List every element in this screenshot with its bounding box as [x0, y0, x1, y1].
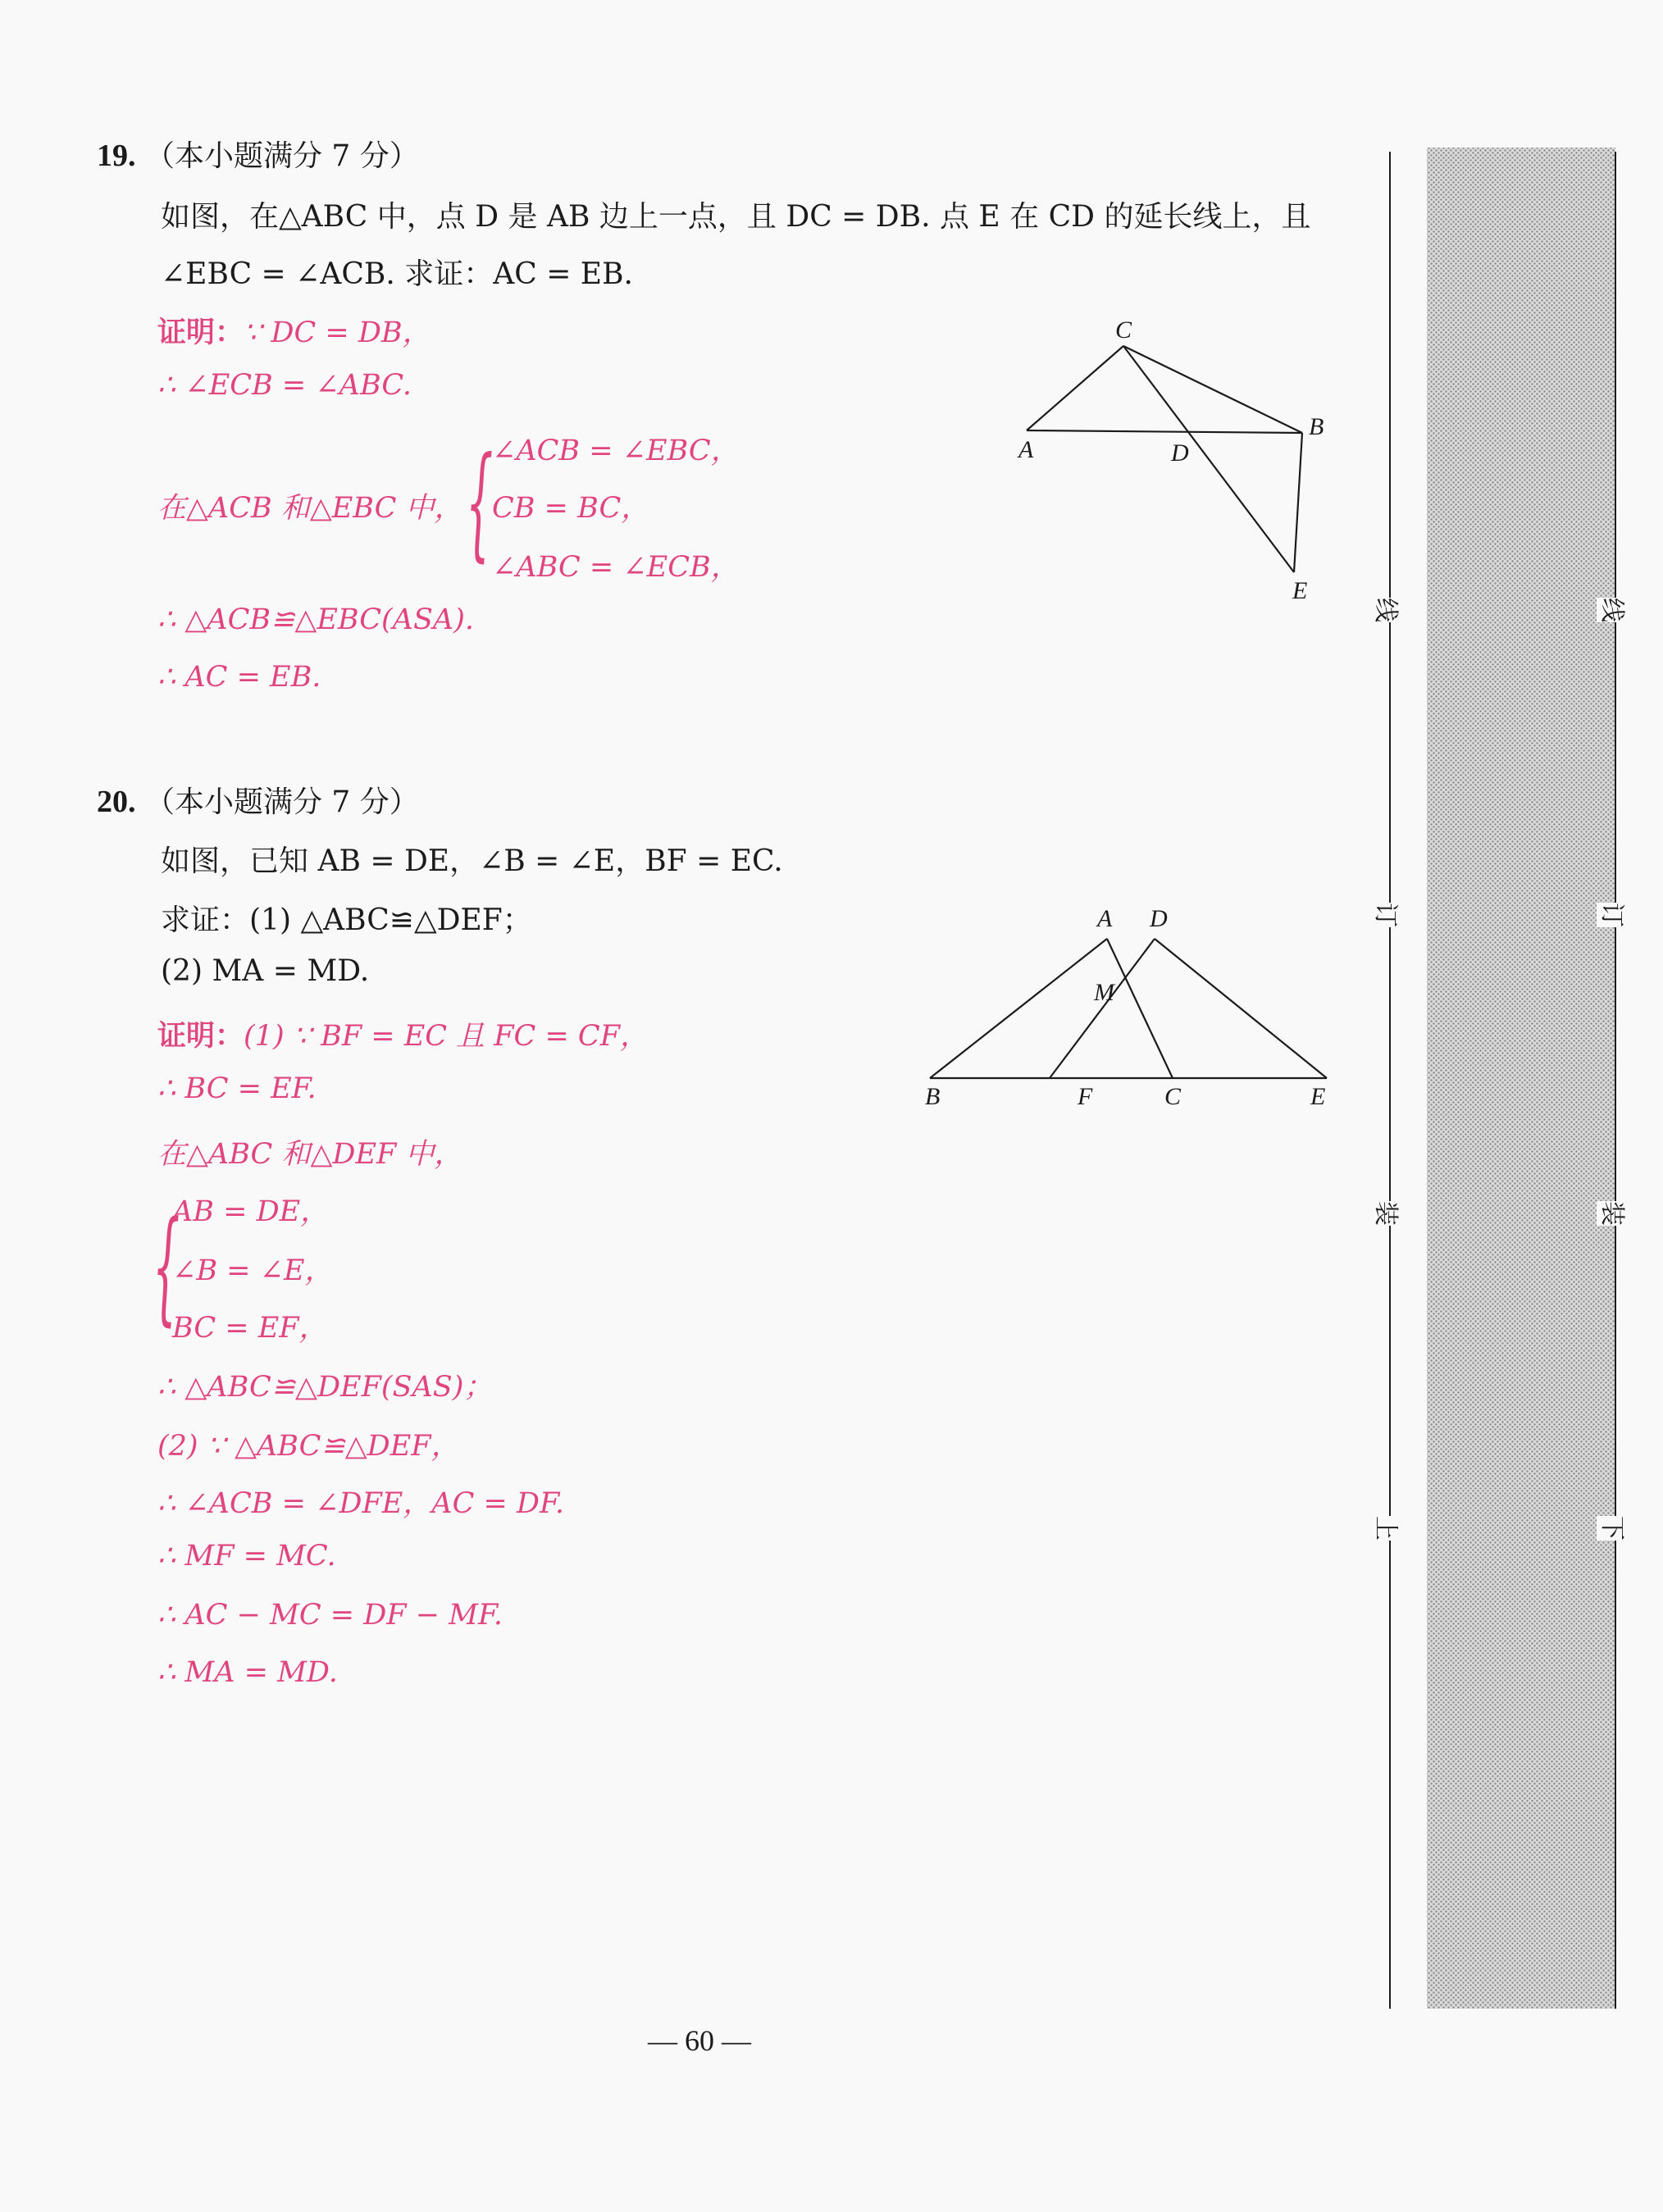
fig20-label-c: C — [1164, 1083, 1182, 1110]
q20-header — [97, 779, 419, 821]
q20-cond1: AB = DE， — [172, 1195, 330, 1228]
q20-stem-line3: (2) MA = MD. — [161, 954, 370, 988]
q20-proof-line8: (2) ∵ △ABC≌△DEF， — [157, 1430, 460, 1463]
q20-proof-text1: (1) ∵ BF = EC 且 FC = CF， — [244, 1020, 649, 1053]
q19-proof-line7: ∴ △ACB≌△EBC(ASA). — [157, 603, 474, 636]
binding-right-label-3: 装 — [1597, 1201, 1633, 1226]
q20-brace: { — [153, 1195, 180, 1338]
binding-left-label-3: 装 — [1370, 1201, 1406, 1226]
q19-proof-line1 — [157, 310, 431, 351]
q19-proof-line3: 在△ACB 和△EBC 中， — [157, 492, 463, 525]
q19-proof-line8: ∴ AC = EB. — [157, 661, 321, 694]
q19-cond3: ∠ABC = ∠ECB， — [492, 551, 740, 584]
fig19-label-c: C — [1115, 316, 1132, 344]
fig19-label-e: E — [1292, 577, 1308, 604]
q20-figure — [910, 902, 1353, 1115]
q19-cond1: ∠ACB = ∠EBC， — [492, 435, 740, 467]
q20-proof-line3: 在△ABC 和△DEF 中， — [157, 1138, 463, 1171]
fig20-label-b: B — [925, 1083, 941, 1110]
q19-stem-line2: ∠EBC = ∠ACB. 求证：AC = EB. — [161, 257, 633, 291]
fig20-label-f: F — [1078, 1083, 1093, 1110]
q19-header — [97, 133, 419, 175]
q19-figure — [1000, 312, 1345, 607]
q20-proof-line1 — [157, 1013, 649, 1054]
q19-proof-label: 证明： — [157, 316, 244, 349]
fig19-label-a: A — [1018, 436, 1034, 463]
q20-points: （本小题满分 7 分） — [144, 785, 419, 819]
q19-cond2: CB = BC， — [492, 492, 650, 525]
q20-stem-line2: 求证：(1) △ABC≌△DEF； — [161, 903, 532, 937]
q19-brace: { — [466, 431, 494, 574]
q20-proof-line12: ∴ MA = MD. — [157, 1656, 338, 1689]
q20-stem-line1: 如图，已知 AB = DE，∠B = ∠E，BF = EC. — [161, 844, 783, 878]
fig19-label-b: B — [1309, 413, 1324, 440]
q19-points: （本小题满分 7 分） — [144, 139, 419, 173]
fig20-label-m: M — [1094, 979, 1114, 1006]
fig20-label-e: E — [1310, 1083, 1326, 1110]
binding-left-label-2: 订 — [1370, 903, 1406, 927]
binding-right-label-2: 订 — [1597, 903, 1633, 927]
page-number: — 60 — — [648, 2024, 751, 2057]
binding-right-label-4: 下 — [1597, 1516, 1633, 1541]
fig20-label-d: D — [1150, 905, 1168, 932]
q20-number: 20. — [97, 785, 136, 819]
binding-left-label-1: 线 — [1370, 598, 1406, 622]
q20-cond3: BC = EF， — [172, 1312, 328, 1345]
binding-right-label-1: 线 — [1597, 598, 1633, 622]
binding-margin — [1386, 139, 1632, 2025]
q20-proof-line7: ∴ △ABC≌△DEF(SAS)； — [157, 1371, 493, 1404]
q19-stem-line1: 如图，在△ABC 中，点 D 是 AB 边上一点，且 DC = DB. 点 E 在 CD 的延长线上，且 — [161, 200, 1311, 234]
q20-proof-label: 证明： — [157, 1019, 244, 1053]
q20-proof-line2: ∴ BC = EF. — [157, 1072, 317, 1105]
q20-cond2: ∠B = ∠E， — [172, 1254, 334, 1287]
q19-proof-line2: ∴ ∠ECB = ∠ABC. — [157, 369, 412, 402]
q19-proof-text1: ∵ DC = DB， — [244, 316, 431, 349]
binding-left-label-4: 上 — [1370, 1516, 1406, 1541]
dotted-band — [1427, 148, 1615, 2009]
q19-number: 19. — [97, 139, 136, 173]
fig19-label-d: D — [1171, 439, 1189, 467]
q20-proof-line10: ∴ MF = MC. — [157, 1540, 336, 1573]
fig20-label-a: A — [1097, 905, 1113, 932]
q20-proof-line11: ∴ AC − MC = DF − MF. — [157, 1599, 503, 1632]
q20-proof-line9: ∴ ∠ACB = ∠DFE，AC = DF. — [157, 1487, 564, 1520]
